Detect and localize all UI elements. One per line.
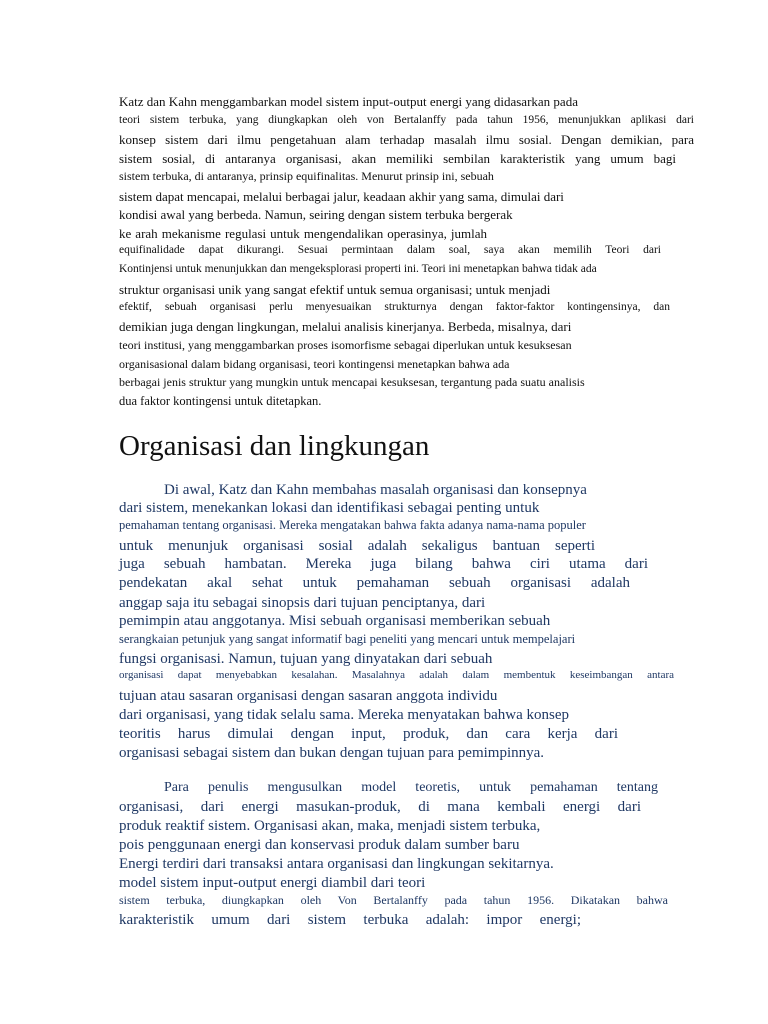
text-line: dari sistem, menekankan lokasi dan identifikasi sebagai penting untuk xyxy=(119,500,540,516)
text-line: tujuan atau sasaran organisasi dengan sasaran anggota individu xyxy=(119,688,498,704)
text-line: teori sistem terbuka, yang diungkapkan oleh von Bertalanffy pada tahun 1956, menunjukkan aplikasi dari xyxy=(119,114,694,126)
text-line: organisasional dalam bidang organisasi, teori kontingensi menetapkan bahwa ada xyxy=(119,357,510,371)
text-line: konsep sistem dari ilmu pengetahuan alam terhadap masalah ilmu sosial. Dengan demikian, para xyxy=(119,132,694,147)
text-line: pemahaman tentang organisasi. Mereka mengatakan bahwa fakta adanya nama-nama populer xyxy=(119,518,586,532)
text-line: sistem terbuka, diungkapkan oleh Von Bertalanffy pada tahun 1956. Dikatakan bahwa xyxy=(119,893,668,907)
text-line: teoritis harus dimulai dengan input, produk, dan cara kerja dari xyxy=(119,726,618,742)
text-line: teori institusi, yang menggambarkan proses isomorfisme sebagai diperlukan untuk kesuksesan xyxy=(119,338,572,352)
text-line: kondisi awal yang berbeda. Namun, seiring dengan sistem terbuka bergerak xyxy=(119,207,513,222)
text-line: ke arah mekanisme regulasi untuk mengendalikan operasinya, jumlah xyxy=(119,226,487,241)
text-line: Di awal, Katz dan Kahn membahas masalah organisasi dan konsepnya xyxy=(164,482,587,498)
text-line: anggap saja itu sebagai sinopsis dari tujuan penciptanya, dari xyxy=(119,595,486,611)
text-line: fungsi organisasi. Namun, tujuan yang dinyatakan dari sebuah xyxy=(119,651,493,667)
text-line: pendekatan akal sehat untuk pemahaman sebuah organisasi adalah xyxy=(119,575,630,591)
text-line: sistem terbuka, di antaranya, prinsip equifinalitas. Menurut prinsip ini, sebuah xyxy=(119,169,494,183)
text-line: demikian juga dengan lingkungan, melalui analisis kinerjanya. Berbeda, misalnya, dari xyxy=(119,319,572,334)
text-line: Para penulis mengusulkan model teoretis, untuk pemahaman tentang xyxy=(164,780,658,795)
section-heading: Organisasi dan lingkungan xyxy=(119,430,430,462)
text-line: karakteristik umum dari sistem terbuka adalah: impor energi; xyxy=(119,912,581,928)
text-line: dua faktor kontingensi untuk ditetapkan. xyxy=(119,394,322,408)
text-line: Energi terdiri dari transaksi antara organisasi dan lingkungan sekitarnya. xyxy=(119,856,554,872)
text-line: Kontinjensi untuk menunjukkan dan mengeksplorasi properti ini. Teori ini menetapkan bahwa tidak ada xyxy=(119,263,597,275)
text-line: berbagai jenis struktur yang mungkin untuk mencapai kesuksesan, tergantung pada suatu analisis xyxy=(119,375,585,389)
text-line: efektif, sebuah organisasi perlu menyesuaikan strukturnya dengan faktor-faktor kontingensinya, dan xyxy=(119,301,670,313)
text-line: model sistem input-output energi diambil dari teori xyxy=(119,875,426,891)
text-line: dari organisasi, yang tidak selalu sama. Mereka menyatakan bahwa konsep xyxy=(119,707,569,723)
text-line: pemimpin atau anggotanya. Misi sebuah organisasi memberikan sebuah xyxy=(119,613,551,629)
text-line: organisasi dapat menyebabkan kesalahan. Masalahnya adalah dalam membentuk keseimbangan antara xyxy=(119,669,674,681)
text-line: produk reaktif sistem. Organisasi akan, maka, menjadi sistem terbuka, xyxy=(119,818,541,834)
text-line: untuk menunjuk organisasi sosial adalah sekaligus bantuan seperti xyxy=(119,538,595,554)
text-line: sistem dapat mencapai, melalui berbagai jalur, keadaan akhir yang sama, dimulai dari xyxy=(119,189,564,204)
text-line: pois penggunaan energi dan konservasi produk dalam sumber baru xyxy=(119,837,520,853)
text-line: serangkaian petunjuk yang sangat informatif bagi peneliti yang mencari untuk mempelajari xyxy=(119,632,576,646)
text-line: organisasi, dari energi masukan-produk, di mana kembali energi dari xyxy=(119,799,641,815)
text-line: struktur organisasi unik yang sangat efektif untuk semua organisasi; untuk menjadi xyxy=(119,282,551,297)
text-line: organisasi sebagai sistem dan bukan dengan tujuan para pemimpinnya. xyxy=(119,745,545,761)
text-line: Katz dan Kahn menggambarkan model sistem input-output energi yang didasarkan pada xyxy=(119,94,578,109)
text-line: equifinalidade dapat dikurangi. Sesuai permintaan dalam soal, saya akan memilih Teori dari xyxy=(119,244,661,256)
text-line: sistem sosial, di antaranya organisasi, akan memiliki sembilan karakteristik yang umum bagi xyxy=(119,151,676,166)
text-line: juga sebuah hambatan. Mereka juga bilang bahwa ciri utama dari xyxy=(119,556,648,572)
